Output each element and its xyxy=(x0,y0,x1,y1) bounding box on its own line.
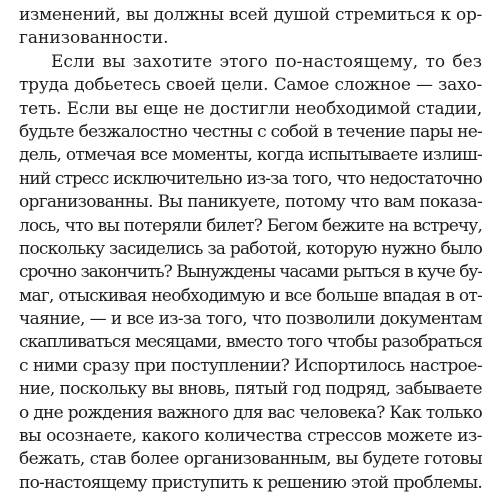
document-page xyxy=(19,4,482,495)
text-line: ний стресс исключительно из-за того, что недостаточно xyxy=(19,168,482,189)
text-line: труда добьетесь своей цели. Самое сложное — захо- xyxy=(19,75,482,96)
text-line: изменений, вы должны всей душой стремиться к ор- xyxy=(19,5,482,25)
text-line: ганизованности. xyxy=(19,28,169,49)
text-line: Если вы захотите этого по-настоящему, то без xyxy=(51,51,482,72)
text-line: срочно закончить? Вынуждены часами рыться в куче бу- xyxy=(19,262,482,283)
text-line: вы осознаете, какого количества стрессов можете из- xyxy=(19,426,482,447)
text-line: скапливаться месяцами, вместо того чтобы разобраться xyxy=(19,332,482,353)
text-line: бежать, став более организованным, вы будете готовы xyxy=(19,449,482,470)
text-line: маг, отыскивая необходимую и все больше впадая в от- xyxy=(19,285,482,306)
text-line: ние, поскольку вы вновь, пятый год подряд, забываете xyxy=(19,379,482,400)
text-line: дель, отмечая все моменты, когда испытываете излиш- xyxy=(19,145,482,166)
text-line: теть. Если вы еще не достигли необходимой стадии, xyxy=(19,98,482,119)
text-line: о дне рождения важного для вас человека? Как только xyxy=(19,402,482,423)
text-line: с ними сразу при поступлении? Испортилось настрое- xyxy=(19,355,482,376)
text-line: по-настоящему приступить к решению этой проблемы. xyxy=(19,472,482,493)
text-line: поскольку засиделись за работой, которую нужно было xyxy=(19,238,482,259)
text-line: будьте безжалостно честны с собой в течение пары не- xyxy=(19,121,482,142)
text-line: чаяние, — и все из-за того, что позволили документам xyxy=(19,309,482,330)
text-line: лось, что вы потеряли билет? Бегом бежите на встречу, xyxy=(19,215,482,236)
text-line: организованны. Вы паникуете, потому что вам показа- xyxy=(19,192,482,213)
